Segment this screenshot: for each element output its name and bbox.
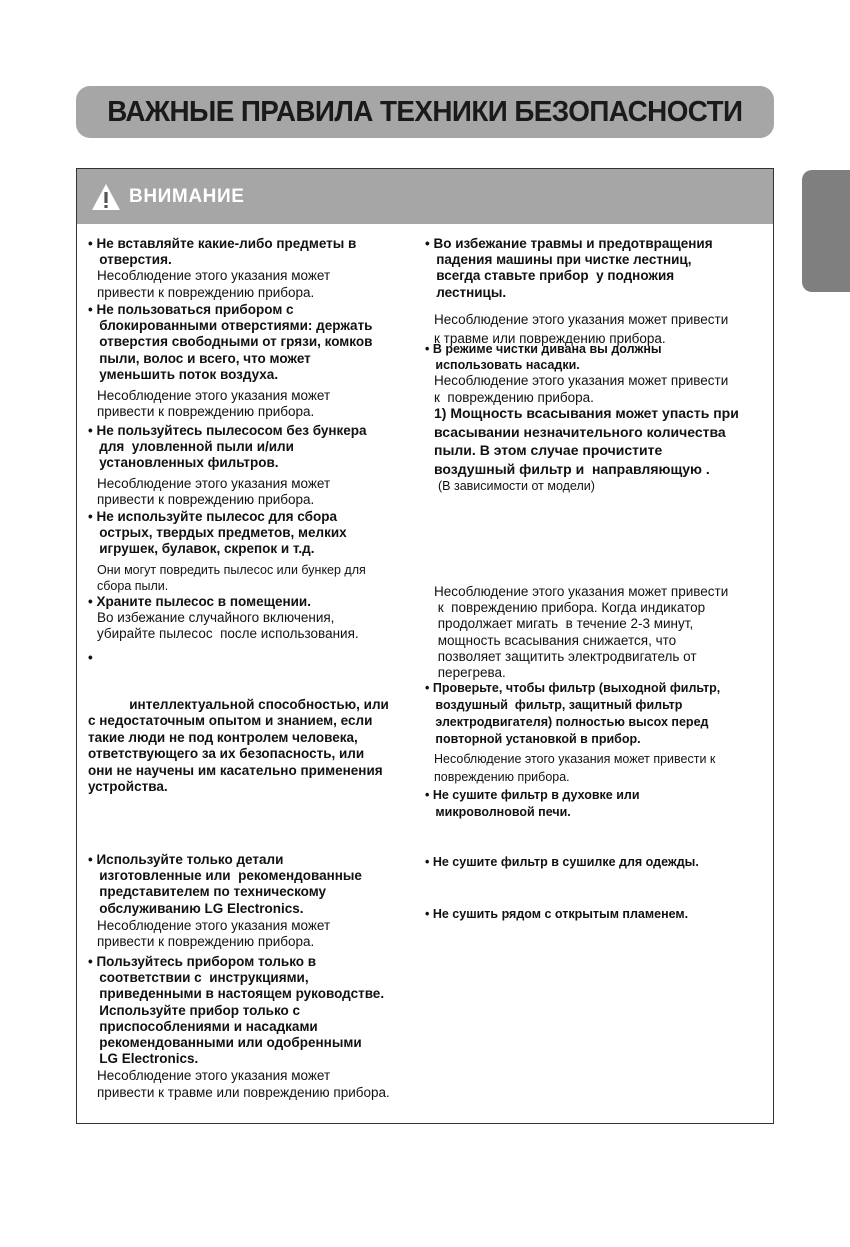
rule-heading: • В режиме чистки дивана вы должны использовать насадки.: [425, 342, 662, 373]
rule-note: Несоблюдение этого указания может привести к повреждению прибора. Когда индикатор продолжает мигать в течение 2-3 минут, мощность всасывания снижается, что позволяет защитить электродвигатель от перегрева.: [434, 584, 729, 681]
warning-title: ВНИМАНИЕ: [129, 185, 245, 207]
title-bar: [76, 86, 774, 138]
section-side-tab: [802, 170, 850, 292]
rule-heading: • Не используйте пылесос для сбора острых, твердых предметов, мелких игрушек, булавок, скрепок и т.д.: [88, 509, 347, 557]
rule-heading: • Во избежание травмы и предотвращения падения машины при чистке лестниц, всегда ставьте прибор у подножия лестницы.: [425, 236, 713, 300]
page-title: ВАЖНЫЕ ПРАВИЛА ТЕХНИКИ БЕЗОПАСНОСТИ: [107, 95, 743, 128]
rule-note: Во избежание случайного включения, убирайте пылесос после использования.: [97, 610, 359, 642]
rule-bold-note: 1) Мощность всасывания может упасть при всасывании незначительного количества пыли. В этом случае прочистите воздушный фильтр и направляющую .: [434, 405, 739, 477]
warning-header: [77, 169, 773, 224]
rule-heading: • Не вставляйте какие-либо предметы в отверстия.: [88, 236, 357, 268]
rule-item: [88, 852, 424, 950]
rule-item: [425, 584, 770, 681]
rule-item: [88, 954, 424, 1101]
rule-heading: • Не пользуйтесь пылесосом без бункера для уловленной пыли и/или установленных фильтров.: [88, 423, 367, 471]
rule-item: [88, 236, 424, 301]
rule-note: Несоблюдение этого указания может привести к повреждению прибора.: [434, 373, 729, 405]
rule-heading: • Не сушите фильтр в сушилке для одежды.: [425, 855, 699, 869]
rule-note: Несоблюдение этого указания может привести к повреждению прибора.: [97, 917, 331, 950]
rule-heading: • Не сушить рядом с открытым пламенем.: [425, 907, 689, 921]
rule-item: [425, 680, 770, 786]
rule-item: [425, 787, 770, 821]
rule-note: Они могут повредить пылесос или бункер для сбора пыли.: [97, 562, 366, 593]
rule-item: [425, 236, 770, 348]
rule-heading: • Пользуйтесь прибором только в соответствии с инструкциями, приведенными в настоящем руководстве. Используйте прибор только с приспособлениями и насадками рекомендованными или одобренными LG Electronics.: [88, 954, 385, 1067]
rule-note: (В зависимости от модели): [438, 479, 595, 493]
rule-bullet: •: [88, 650, 93, 665]
rule-note: Несоблюдение этого указания может привести к травме или повреждению прибора.: [434, 311, 729, 346]
rule-item: [425, 404, 770, 494]
rule-item: [88, 697, 433, 795]
warning-triangle-icon: [91, 183, 121, 211]
rule-item: [88, 594, 424, 643]
rule-item: [88, 509, 424, 594]
rule-heading: • Храните пылесос в помещении.: [88, 594, 311, 609]
rule-item: [88, 423, 424, 508]
rule-heading: интеллектуальной способностью, или с недостаточным опытом и знанием, если такие люди не под контролем человека, ответствующего за их безопасность, или они не научены им касательно применения устройства.: [88, 697, 389, 795]
rule-note: Несоблюдение этого указания может привести к повреждению прибора.: [97, 475, 331, 507]
rule-item: [88, 650, 424, 666]
rule-note: Несоблюдение этого указания может привести к повреждению прибора.: [97, 388, 331, 420]
rule-item: [425, 906, 770, 923]
rule-note: Несоблюдение этого указания может привести к повреждению прибора.: [434, 752, 716, 784]
rule-heading: • Проверьте, чтобы фильтр (выходной фильтр, воздушный фильтр, защитный фильтр электродвигателя) полностью высох перед повторной установкой в прибор.: [425, 681, 721, 746]
rule-note: Несоблюдение этого указания может привести к повреждению прибора.: [97, 268, 331, 300]
rule-note: Несоблюдение этого указания может привести к травме или повреждению прибора.: [97, 1068, 390, 1100]
rule-item: [425, 854, 770, 871]
rule-item: [88, 302, 424, 420]
rule-item: [425, 341, 770, 406]
rule-heading: • Не пользоваться прибором с блокированными отверстиями: держать отверстия свободными от грязи, комков пыли, волос и всего, что может уменьшить поток воздуха.: [88, 302, 373, 382]
rule-heading: • Используйте только детали изготовленные или рекомендованные представителем по техническому обслуживанию LG Electronics.: [88, 852, 362, 916]
rule-heading: • Не сушите фильтр в духовке или микроволновой печи.: [425, 788, 640, 819]
